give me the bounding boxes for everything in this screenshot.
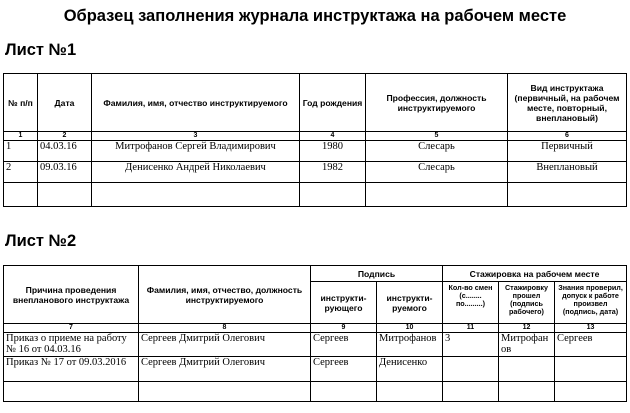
header-signature-group: Подпись — [311, 266, 443, 282]
cell-shifts: 3 — [443, 333, 499, 357]
header-passed: Стажировку прошел (подпись рабочего) — [499, 282, 555, 324]
sheet2-label: Лист №2 — [5, 232, 77, 250]
cell-date: 04.03.16 — [38, 141, 92, 162]
cell-number: 2 — [4, 162, 38, 183]
header-birth-year: Год рождения — [300, 74, 366, 132]
table-row — [4, 141, 627, 162]
header-date: Дата — [38, 74, 92, 132]
cell-instructor-name: Сергеев Дмитрий Олегович — [139, 357, 311, 382]
cell-full-name: Денисенко Андрей Николаевич — [92, 162, 300, 183]
cell-sig-instructed: Денисенко — [377, 357, 443, 382]
cell-sig-instructed: Митрофанов — [377, 333, 443, 357]
table-row — [4, 162, 627, 183]
cell-sig-instructor: Сергеев — [311, 333, 377, 357]
col-number: 5 — [366, 132, 508, 141]
header-number: № п/п — [4, 74, 38, 132]
col-number: 3 — [92, 132, 300, 141]
cell-checked — [555, 357, 627, 382]
col-number: 13 — [555, 324, 627, 333]
col-number: 6 — [508, 132, 627, 141]
cell-sig-instructor: Сергеев — [311, 357, 377, 382]
header-full-name: Фамилия, имя, отчество инструктируемого — [92, 74, 300, 132]
col-number: 7 — [4, 324, 139, 333]
table-row-empty — [4, 183, 627, 207]
cell-number: 1 — [4, 141, 38, 162]
table-row-empty — [4, 382, 627, 402]
header-instructor-name: Фамилия, имя, отчество, должность инструктируемого — [139, 266, 311, 324]
header-reason: Причина проведения внепланового инструктажа — [4, 266, 139, 324]
cell-reason: Приказ № 17 от 09.03.2016 — [4, 357, 139, 382]
header-internship-group: Стажировка на рабочем месте — [443, 266, 627, 282]
cell-birth-year: 1980 — [300, 141, 366, 162]
cell-date: 09.03.16 — [38, 162, 92, 183]
header-sig-instructed: инструкти-руемого — [377, 282, 443, 324]
col-number: 11 — [443, 324, 499, 333]
cell-instructor-name: Сергеев Дмитрий Олегович — [139, 333, 311, 357]
cell-passed: Митрофанов — [499, 333, 555, 357]
col-number: 2 — [38, 132, 92, 141]
cell-shifts — [443, 357, 499, 382]
col-number: 9 — [311, 324, 377, 333]
cell-profession: Слесарь — [366, 162, 508, 183]
cell-reason: Приказ о приеме на работу № 16 от 04.03.16 — [4, 333, 139, 357]
cell-instruction-type: Внеплановый — [508, 162, 627, 183]
header-profession: Профессия, должность инструктируемого — [366, 74, 508, 132]
sheet1-label: Лист №1 — [5, 41, 77, 59]
cell-full-name: Митрофанов Сергей Владимирович — [92, 141, 300, 162]
table-row — [4, 333, 627, 357]
header-checked: Знания проверил, допуск к работе произвел (подпись, дата) — [555, 282, 627, 324]
cell-birth-year: 1982 — [300, 162, 366, 183]
page-title: Образец заполнения журнала инструктажа на рабочем месте — [63, 7, 567, 25]
table-row — [4, 357, 627, 382]
col-number: 12 — [499, 324, 555, 333]
cell-profession: Слесарь — [366, 141, 508, 162]
header-sig-instructor: инструкти-рующего — [311, 282, 377, 324]
cell-checked: Сергеев — [555, 333, 627, 357]
col-number: 8 — [139, 324, 311, 333]
col-number: 4 — [300, 132, 366, 141]
header-shifts: Кол-во смен (с........ по.........) — [443, 282, 499, 324]
sheet1-table — [3, 73, 627, 207]
header-instruction-type: Вид инструктажа (первичный, на рабочем месте, повторный, внеплановый) — [508, 74, 627, 132]
cell-instruction-type: Первичный — [508, 141, 627, 162]
col-number: 10 — [377, 324, 443, 333]
cell-passed — [499, 357, 555, 382]
col-number: 1 — [4, 132, 38, 141]
sheet2-table — [3, 265, 627, 402]
